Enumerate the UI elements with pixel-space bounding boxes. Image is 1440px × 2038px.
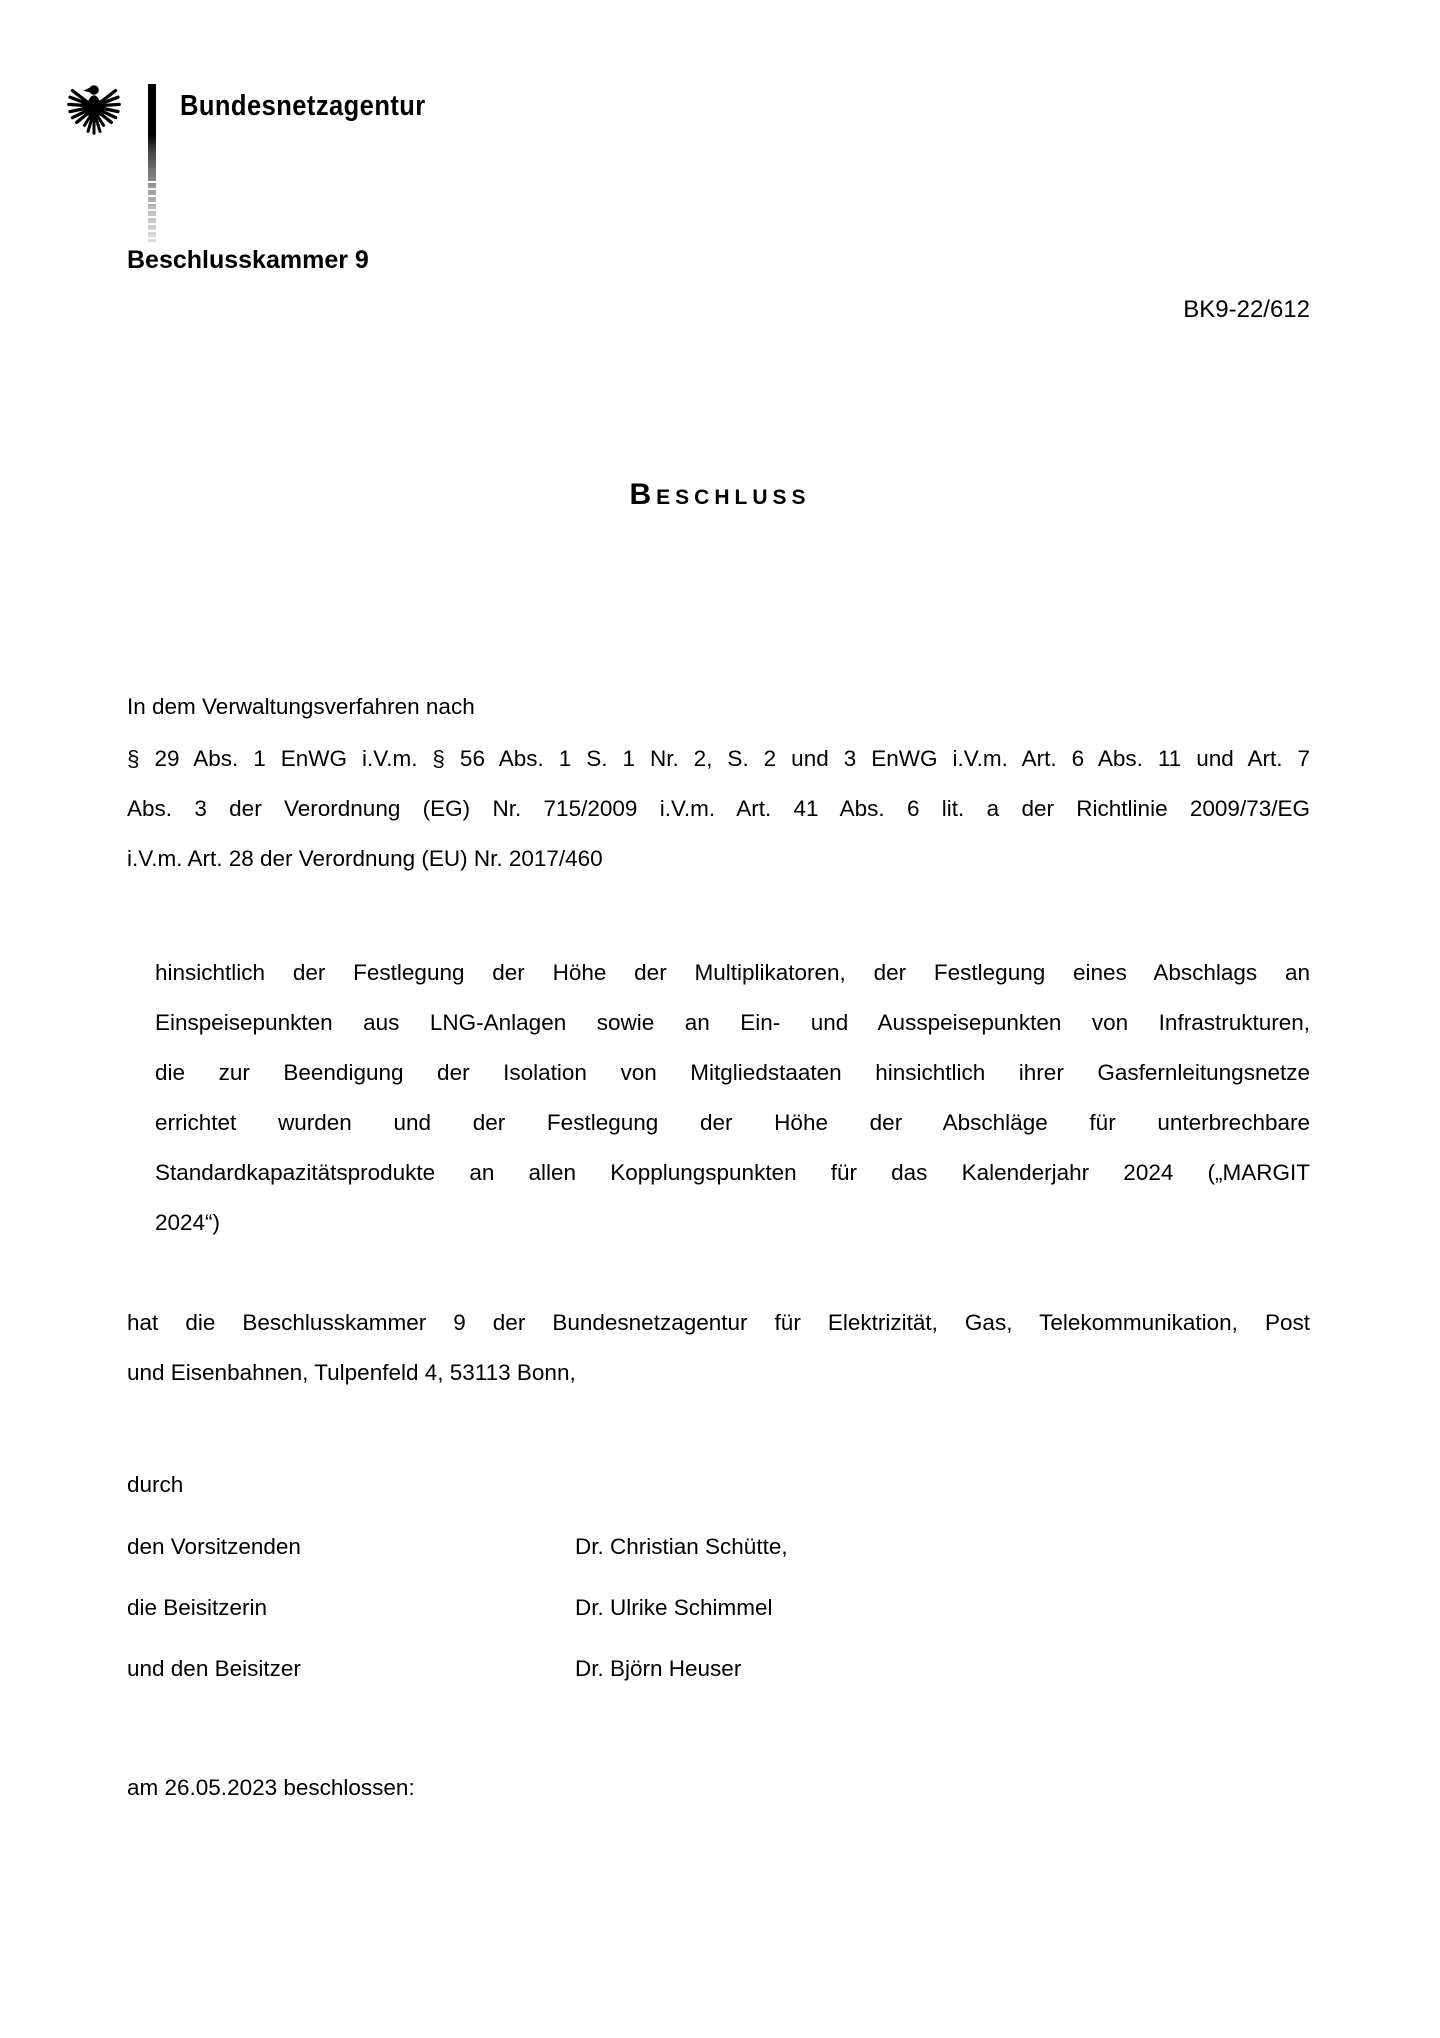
member-row xyxy=(127,1583,1310,1633)
agency-wordmark: Bundesnetzagentur xyxy=(180,90,426,122)
subject-line: 2024“) xyxy=(155,1210,221,1235)
decision-authority-paragraph xyxy=(127,1298,1310,1398)
durch-line: durch xyxy=(127,1472,184,1497)
decision-date-line: am 26.05.2023 beschlossen: xyxy=(127,1775,415,1800)
subject-line: die zur Beendigung der Isolation von Mitgliedstaaten hinsichtlich ihrer Gasfernleitungsnetze xyxy=(155,1060,1310,1085)
member-name: Dr. Ulrike Schimmel xyxy=(575,1595,773,1620)
intro-line: In dem Verwaltungsverfahren nach xyxy=(127,694,475,719)
member-role: die Beisitzerin xyxy=(127,1595,268,1620)
subject-line: hinsichtlich der Festlegung der Höhe der Multiplikatoren, der Festlegung eines Abschlags an xyxy=(155,960,1310,985)
subject-line: Einspeisepunkten aus LNG-Anlagen sowie an Ein- und Ausspeisepunkten von Infrastrukturen, xyxy=(155,1010,1310,1035)
document-title: Beschluss xyxy=(629,478,811,511)
subject-paragraph xyxy=(155,948,1310,1248)
chamber-name: Beschlusskammer 9 xyxy=(127,246,369,274)
subject-line: errichtet wurden und der Festlegung der Höhe der Abschläge für unterbrechbare xyxy=(155,1110,1310,1135)
member-role: den Vorsitzenden xyxy=(127,1534,301,1559)
member-row xyxy=(127,1644,1310,1694)
decision-authority-line: hat die Beschlusskammer 9 der Bundesnetzagentur für Elektrizität, Gas, Telekommunikation, Post xyxy=(127,1310,1310,1335)
member-name: Dr. Christian Schütte, xyxy=(575,1534,788,1559)
legal-basis-paragraph xyxy=(127,734,1310,884)
legal-basis-line: i.V.m. Art. 28 der Verordnung (EU) Nr. 2017/460 xyxy=(127,846,603,871)
legal-basis-line: Abs. 3 der Verordnung (EG) Nr. 715/2009 i.V.m. Art. 41 Abs. 6 lit. a der Richtlinie 2009/73/EG xyxy=(127,796,1310,821)
decision-authority-line: und Eisenbahnen, Tulpenfeld 4, 53113 Bonn, xyxy=(127,1360,576,1385)
subject-line: Standardkapazitätsprodukte an allen Kopplungspunkten für das Kalenderjahr 2024 („MARGIT xyxy=(155,1160,1310,1185)
federal-eagle-icon xyxy=(64,80,124,142)
member-role: und den Beisitzer xyxy=(127,1656,301,1681)
member-row xyxy=(127,1522,1310,1572)
case-reference-number: BK9-22/612 xyxy=(1183,296,1310,323)
logo-divider-bar xyxy=(148,84,156,242)
legal-basis-line: § 29 Abs. 1 EnWG i.V.m. § 56 Abs. 1 S. 1 Nr. 2, S. 2 und 3 EnWG i.V.m. Art. 6 Abs. 11 und Art. 7 xyxy=(127,746,1310,771)
member-name: Dr. Björn Heuser xyxy=(575,1656,742,1681)
